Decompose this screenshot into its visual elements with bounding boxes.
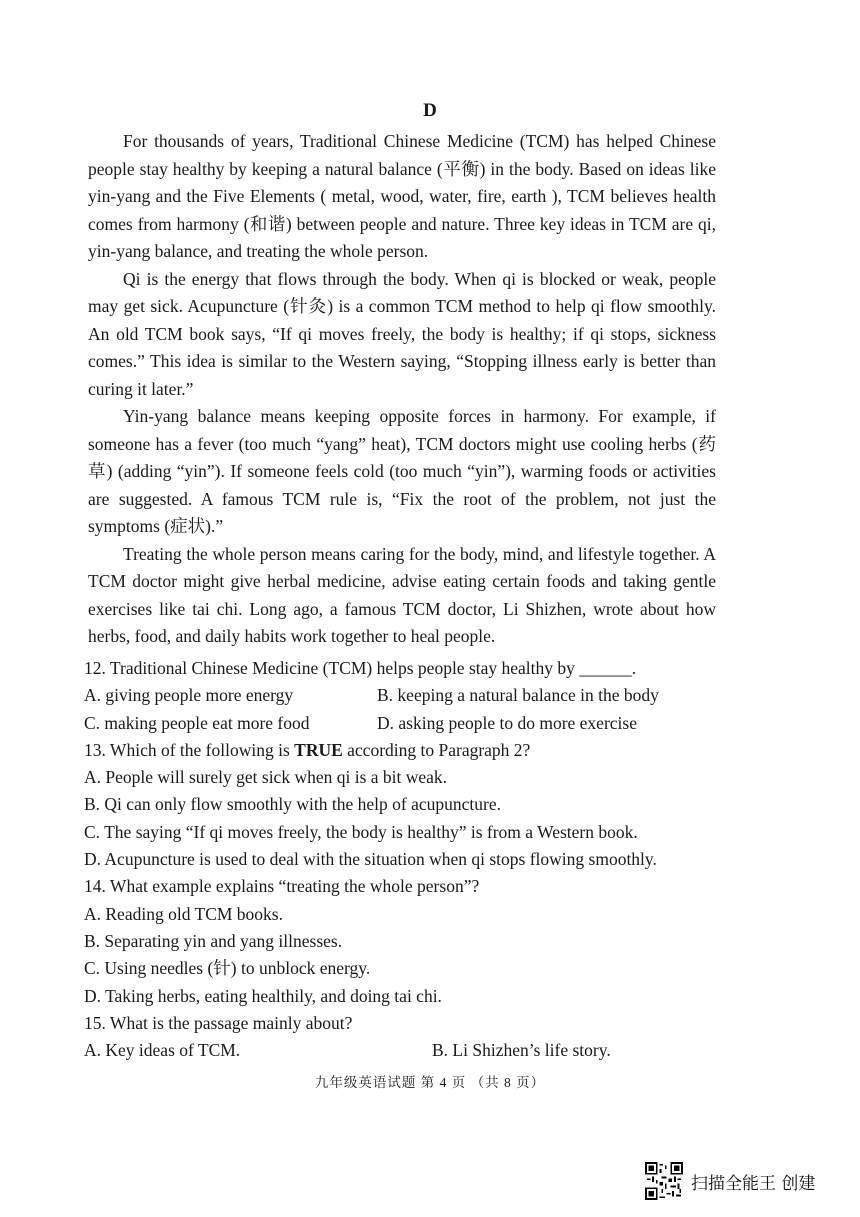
question-13-stem-post: according to Paragraph 2? bbox=[342, 739, 531, 760]
question-list bbox=[84, 655, 724, 1064]
question-12-stem: 12. Traditional Chinese Medicine (TCM) helps people stay healthy by ______. bbox=[84, 658, 637, 678]
question-15-options-row1 bbox=[84, 1037, 724, 1064]
question-12-options-row2 bbox=[84, 710, 724, 737]
page-footer: 九年级英语试题 第 4 页 （共 8 页） bbox=[314, 1075, 546, 1090]
question-12-options-row1 bbox=[84, 682, 724, 709]
reading-passage bbox=[88, 128, 716, 651]
passage-paragraph: For thousands of years, Traditional Chinese Medicine (TCM) has helped Chinese people stay healthy by keeping a natural balance (平衡) in the body. Based on ideas like yin-yang and the Five Elements ( metal, wood, water, fire, earth ), TCM believes health comes from harmony (和谐) between people and nature. Three key ideas in TCM are qi, yin-yang balance, and treating the whole person. bbox=[88, 131, 716, 261]
passage-paragraph: Qi is the energy that flows through the body. When qi is blocked or weak, people may get sick. Acupuncture (针灸) is a common TCM method to help qi flow smoothly. An old TCM book says, “If qi moves freely, the body is healthy; if qi stops, sickness comes.” This idea is similar to the Western saying, “Stopping illness early is better than curing it later.” bbox=[88, 268, 716, 399]
option-b: B. Qi can only flow smoothly with the help of acupuncture. bbox=[84, 794, 502, 815]
option-c: C. Using needles (针) to unblock energy. bbox=[84, 958, 371, 979]
question-15-stem: 15. What is the passage mainly about? bbox=[84, 1012, 353, 1033]
passage-paragraph: Treating the whole person means caring for the body, mind, and lifestyle together. A TCM doctor might give herbal medicine, advise eating certain foods and taking gentle exercises like tai chi. Long ago, a famous TCM doctor, Li Shizhen, wrote about how herbs, food, and daily habits work together to heal people. bbox=[88, 543, 716, 646]
option-a: A. Key ideas of TCM. bbox=[84, 1040, 241, 1061]
question-14-stem: 14. What example explains “treating the whole person”? bbox=[84, 876, 480, 897]
option-b: B. keeping a natural balance in the body bbox=[377, 685, 659, 706]
option-c: C. making people eat more food bbox=[84, 712, 310, 733]
qr-code-icon bbox=[645, 1162, 683, 1200]
question-13-stem-bold: TRUE bbox=[294, 739, 343, 760]
scanner-watermark bbox=[645, 1162, 815, 1200]
option-a: A. Reading old TCM books. bbox=[84, 903, 283, 924]
section-title: D bbox=[423, 100, 437, 121]
passage-paragraph: Yin-yang balance means keeping opposite forces in harmony. For example, if someone has a fever (too much “yang” heat), TCM doctors might use cooling herbs (药草) (adding “yin”). If someone feels cold (too much “yin”), warming foods or activities are suggested. A famous TCM rule is, “Fix the root of the problem, not just the symptoms (症状).” bbox=[88, 406, 716, 536]
option-d: D. Acupuncture is used to deal with the situation when qi stops flowing smoothly. bbox=[84, 849, 657, 870]
option-d: D. Taking herbs, eating healthily, and doing tai chi. bbox=[84, 985, 442, 1006]
option-a: A. People will surely get sick when qi is a bit weak. bbox=[84, 767, 448, 788]
option-a: A. giving people more energy bbox=[84, 685, 294, 706]
watermark-text: 扫描全能王 创建 bbox=[691, 1173, 816, 1194]
option-d: D. asking people to do more exercise bbox=[377, 712, 637, 733]
option-c: C. The saying “If qi moves freely, the body is healthy” is from a Western book. bbox=[84, 821, 638, 842]
question-13-stem bbox=[84, 737, 724, 764]
option-b: B. Separating yin and yang illnesses. bbox=[84, 930, 343, 951]
question-13-stem-pre: 13. Which of the following is bbox=[84, 739, 295, 760]
option-b: B. Li Shizhen’s life story. bbox=[432, 1040, 611, 1061]
